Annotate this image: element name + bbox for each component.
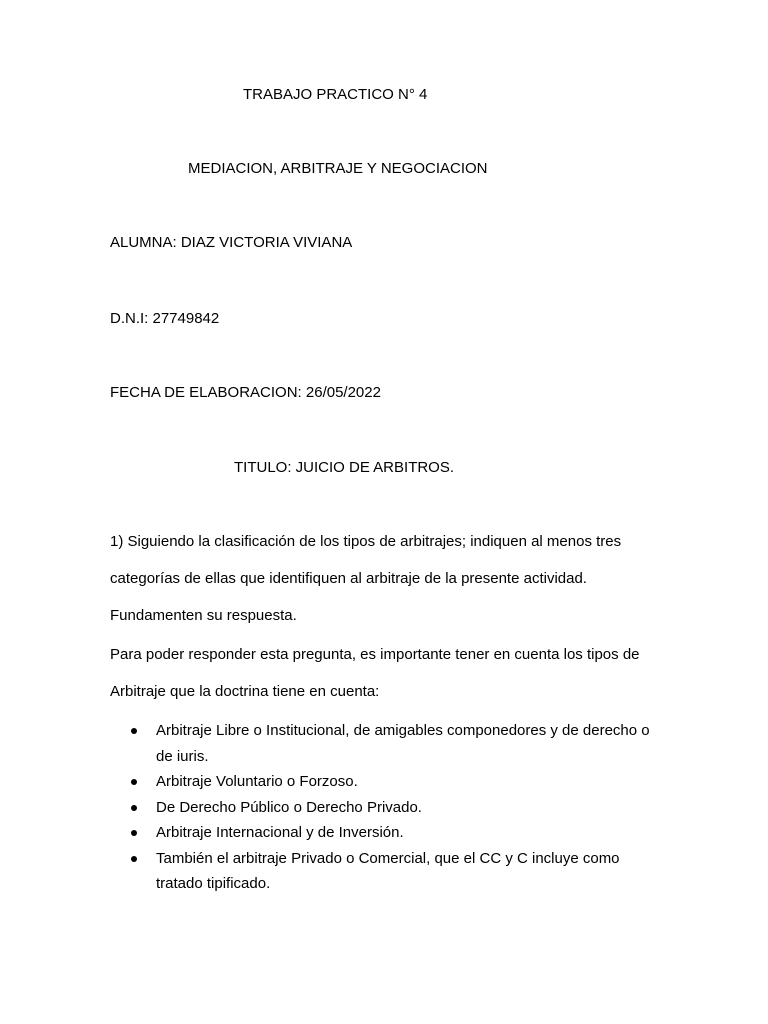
bullet-icon (131, 830, 137, 836)
student-dni: D.N.I: 27749842 (110, 310, 220, 327)
question-text-line-2: categorías de ellas que identifiquen al arbitraje de la presente actividad. (110, 570, 587, 587)
list-item (110, 718, 670, 769)
bullet-icon (131, 728, 137, 734)
list-item (110, 795, 670, 821)
bullet-icon (131, 805, 137, 811)
answer-text-line-2: Arbitraje que la doctrina tiene en cuenta: (110, 683, 380, 700)
answer-text-line-1: Para poder responder esta pregunta, es importante tener en cuenta los tipos de (110, 646, 640, 663)
question-text-line-1: 1) Siguiendo la clasificación de los tipos de arbitrajes; indiquen al menos tres (110, 533, 622, 550)
list-item-text: Arbitraje Voluntario o Forzoso. (156, 773, 358, 790)
question-text-line-3: Fundamenten su respuesta. (110, 607, 297, 624)
document-title: TRABAJO PRACTICO N° 4 (243, 86, 428, 103)
document-subject: MEDIACION, ARBITRAJE Y NEGOCIACION (188, 160, 488, 177)
list-item-text: Arbitraje Libre o Institucional, de amigables componedores y de derecho o de iuris. (156, 722, 650, 765)
elaboration-date: FECHA DE ELABORACION: 26/05/2022 (110, 384, 381, 401)
student-name: ALUMNA: DIAZ VICTORIA VIVIANA (110, 234, 353, 251)
arbitration-types-list (110, 718, 670, 897)
list-item (110, 769, 670, 795)
bullet-icon (131, 779, 137, 785)
list-item (110, 820, 670, 846)
bullet-icon (131, 856, 137, 862)
list-item (110, 846, 670, 897)
list-item-text: De Derecho Público o Derecho Privado. (156, 798, 422, 816)
list-item-text: Arbitraje Internacional y de Inversión. (156, 824, 404, 841)
section-title: TITULO: JUICIO DE ARBITROS. (234, 459, 455, 476)
list-item-text: También el arbitraje Privado o Comercial, que el CC y C incluye como tratado tipificado. (156, 849, 620, 892)
